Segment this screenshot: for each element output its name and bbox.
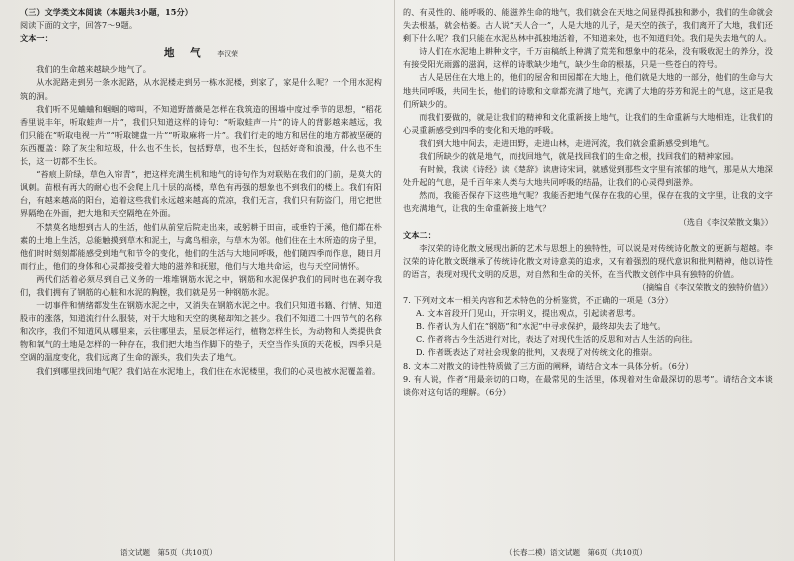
text2-body: 李汉荣的诗化散文展现出新的艺术与思想上的独特性，可以说是对传统诗化散文的更新与超越。李汉荣的诗化散文既继承了传统诗化散文对诗意美的追求，又有着强烈的现代意识和批判精神，他以诗性的语言，表现对现代文明的反思，对自然和生命的关怀，在当代散文创作中具有独特的价值。 bbox=[403, 242, 773, 279]
question-text: 下列对文本一相关内容和艺术特色的分析鉴赏，不正确的一项是（3分） bbox=[413, 295, 673, 306]
question-number: 7. bbox=[403, 295, 411, 306]
text2-source: （摘编自《李汉荣散文的独特价值》） bbox=[637, 281, 773, 292]
essay-title: 地 气 bbox=[163, 47, 207, 60]
essay-heading bbox=[20, 47, 382, 61]
option-c bbox=[403, 333, 773, 346]
option-letter: C. bbox=[415, 334, 425, 345]
option-d bbox=[403, 346, 773, 359]
option-text: 作者将古今生活进行对比，表达了对现代生活的反思和对古人生活的向往。 bbox=[427, 334, 698, 345]
essay-author: 李汉荣 bbox=[217, 50, 239, 59]
section-heading: （三）文学类文本阅读（本题共3小题，15分） bbox=[20, 7, 193, 17]
question-8 bbox=[403, 360, 773, 373]
essay-paragraph: 不禁莫名地想到古人的生活，他们从前堂后院走出来，或躬耕于田亩，或垂钓于溪，他们都在朴素的土地上生活，总能触摸到草木和泥土，与禽鸟相亲，与草木为邻。他们住在土木所造的房子里，他们时时刻刻都能感受到地气和节令的变化，他们的生活与大地同呼吸，他们随四季而作息，随日月而行止，他们的身体和心灵都接受着大地的滋养和抚慰，他们与大地共命运，也与天空同情怀。 bbox=[20, 221, 382, 271]
page-footer-left: 语文试题 第5页（共10页） bbox=[120, 548, 217, 557]
option-text: 文本首段开门见山，开宗明义，提出观点，引起读者思考。 bbox=[427, 308, 641, 319]
essay-paragraph: 一切事件和情绪都发生在钢筋水泥之中，又消失在钢筋水泥之中。我们只知道书籍、行情、知道股市的涨落，知道流行什么服装，对于大地和天空的奥秘却知之甚少。我们不知道二十四节气的名称和次序，我们不知道风从哪里来，云往哪里去，星辰怎样运行，植物怎样生长，为动物和人类提供食物和氧气的土地是怎样的一种存在，我们把大地当作脚下的垫子，天空当作头顶的天花板，四季只是空调的温度变化，我们远离了生命的源头，我们失去了地气。 bbox=[20, 300, 382, 363]
column-divider bbox=[394, 0, 395, 561]
essay-paragraph: 我们听不见蛐蛐和蝈蝈的啼叫，不知道野蔷薇是怎样在我筑造的围墙中度过季节的思想，“稻花香里说丰年，听取蛙声一片”，我们只知道这样的诗句：“听取蛙声一片”的诗人的背影越来越远，我们只能在“听取电视一片”“听取键盘一片”“听取麻将一片”。我们行走的地方和居住的地方都被坚硬的东西覆盖：除了灰尘和垃圾，什么也不生长，包括野草，也不生长，包括好奇和浪漫，什么也不生长，这一切都不生长。 bbox=[20, 103, 382, 167]
option-a bbox=[403, 307, 773, 320]
text1-label: 文本一： bbox=[20, 33, 53, 44]
option-b bbox=[403, 320, 773, 333]
question-7 bbox=[403, 294, 773, 307]
essay-paragraph: 的、有灵性的、能呼吸的、能滋养生命的地气，我们就会在天地之间显得孤独和渺小，我们的生命就会失去根基，就会枯萎。古人说“天人合一”，人是大地的儿子，是天空的孩子，我们离开了大地，我们还剩下什么呢？我们只能在水泥丛林中孤独地活着，不知道来处，也不知道归处。我们是失去地气的人。 bbox=[403, 7, 773, 44]
essay-paragraph: 然而，我能否保存下这些地气呢？我能否把地气保存在我的心里，保存在我的文字里，让我的文字也充满地气，让我的生命重新接上地气？ bbox=[403, 190, 773, 214]
essay-paragraph: 古人是居住在大地上的，他们的屋舍和田园都在大地上，他们就是大地的一部分，他们的生命与大地共同呼吸，共同生长，他们的诗歌和文章都充满了地气，充满了大地的芬芳和泥土的气息，这正是我们所缺少的。 bbox=[403, 72, 773, 109]
reading-instruction: 阅读下面的文字，回答7～9题。 bbox=[20, 20, 138, 31]
essay-paragraph: 我们的生命越来越缺少地气了。 bbox=[36, 64, 151, 75]
option-letter: A. bbox=[415, 308, 425, 319]
option-letter: D. bbox=[415, 347, 425, 358]
text2-label: 文本二： bbox=[403, 229, 436, 240]
left-column bbox=[20, 6, 382, 545]
essay-paragraph: 有时候，我读《诗经》读《楚辞》读唐诗宋词，就感觉到那些文字里有浓郁的地气，那是从大地深处升起的气息，是千百年来人类与大地共同呼吸的结晶，让我们的心灵得到滋养。 bbox=[403, 164, 773, 188]
essay-paragraph: 而我们要做的，就是让我们的精神和文化重新接上地气，让我们的生命重新与大地相连，让我们的心灵重新感受到四季的变化和天地的呼吸。 bbox=[403, 111, 773, 135]
right-column bbox=[403, 6, 773, 545]
option-text: 作者认为人们在“钢筋”和“水泥”中寻求保护，最终却失去了地气。 bbox=[427, 321, 666, 332]
essay-paragraph: 从水泥路走到另一条水泥路，从水泥楼走到另一栋水泥楼，到家了，家是什么呢？一个用水泥构筑的洞。 bbox=[20, 77, 382, 101]
essay-paragraph: 我们到大地中间去，走进田野，走进山林，走进河流，我们就会重新感受到地气。 bbox=[419, 137, 715, 148]
essay-paragraph: 诗人们在水泥地上耕种文字，千万亩稿纸上种满了荒芜和想象中的花朵，没有吸收泥土的养分，没有接受阳光雨露的滋润，这样的诗歌缺少地气，缺少生命的根基，只是一些苍白的符号。 bbox=[403, 46, 773, 70]
option-letter: B. bbox=[415, 321, 425, 332]
question-text: 有人说，作者“用最亲切的口吻，在最常见的生活里，体现着对生命最深切的思考”。请结合文本谈谈你对这句话的理解。（6分） bbox=[403, 373, 773, 397]
page-footer-right: （长春二模）语文试题 第6页（共10页） bbox=[505, 548, 647, 557]
question-number: 8. bbox=[403, 360, 411, 371]
question-text: 文本二对散文的诗性特质做了三方面的阐释，请结合文本一具体分析。（6分） bbox=[413, 360, 694, 371]
essay-paragraph: “苔痕上阶绿，草色入帘青”，把这样充满生机和地气的诗句作为对联贴在我们的门前，是莫大的讽刺。苗根有再大的耐心也不会爬上几十层的高楼，草色有再强的想象也不到我们的楼上。我们有阳台，有越来越高的阳台，追着这些我们永远越来越高的荒凉，我们无言，我们只有防盗门，用它把世界隔绝在外面，把大地和天空隔绝在外面。 bbox=[20, 169, 382, 219]
question-number: 9. bbox=[403, 373, 411, 384]
essay-paragraph: 我们到哪里找回地气呢？我们站在水泥地上，我们住在水泥楼里，我们的心灵也被水泥覆盖着。 bbox=[36, 365, 381, 376]
essay-paragraph: 两代们活着必须尽到自己义务的一堆堆钢筋水泥之中，钢筋和水泥保护我们的同时也在剥夺我们，我们拥有了钢筋的心脏和水泥的胸膛，我们就是另一种钢筋水泥。 bbox=[20, 273, 382, 297]
option-text: 作者既表达了对社会现象的批判，又表现了对传统文化的推崇。 bbox=[427, 347, 658, 358]
question-9 bbox=[403, 373, 773, 399]
essay-source: （选自《李汉荣散文集》） bbox=[678, 216, 773, 227]
essay-paragraph: 我们所缺少的就是地气，而找回地气，就是找回我们的生命之根，找回我们的精神家园。 bbox=[419, 151, 739, 162]
